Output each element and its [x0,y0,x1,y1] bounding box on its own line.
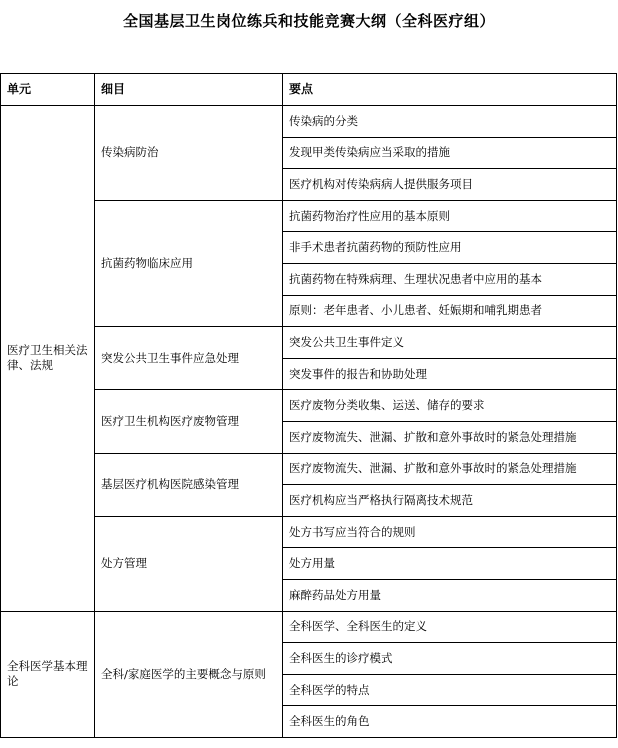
point-cell: 突发公共卫生事件定义 [283,327,617,359]
point-cell: 抗菌药物在特殊病理、生理状况患者中应用的基本 [283,263,617,295]
point-cell: 医疗机构对传染病病人提供服务项目 [283,169,617,201]
point-cell: 抗菌药物治疗性应用的基本原则 [283,200,617,232]
point-cell: 传染病的分类 [283,106,617,138]
subitem-cell: 基层医疗机构医院感染管理 [95,453,283,516]
point-cell: 全科医生的角色 [283,706,617,738]
page-title: 全国基层卫生岗位练兵和技能竞赛大纲（全科医疗组） [122,12,495,30]
point-cell: 非手术患者抗菌药物的预防性应用 [283,232,617,264]
subitem-cell: 处方管理 [95,516,283,611]
table-row [1,611,617,643]
point-cell: 全科医学、全科医生的定义 [283,611,617,643]
point-cell: 全科医学的特点 [283,674,617,706]
subitem-cell: 突发公共卫生事件应急处理 [95,327,283,390]
header-unit: 单元 [1,74,95,106]
point-cell: 医疗废物流失、泄漏、扩散和意外事故时的紧急处理措施 [283,453,617,485]
header-row [1,74,617,106]
point-cell: 全科医生的诊疗模式 [283,643,617,675]
point-cell: 突发事件的报告和协助处理 [283,358,617,390]
table-row [1,106,617,138]
point-cell: 发现甲类传染病应当采取的措施 [283,137,617,169]
outline-table [0,73,617,738]
point-cell: 医疗废物分类收集、运送、储存的要求 [283,390,617,422]
point-cell: 麻醉药品处方用量 [283,579,617,611]
point-cell: 处方书写应当符合的规则 [283,516,617,548]
subitem-cell: 抗菌药物临床应用 [95,200,283,326]
subitem-cell: 全科/家庭医学的主要概念与原则 [95,611,283,737]
point-cell: 原则：老年患者、小儿患者、妊娠期和哺乳期患者 [283,295,617,327]
point-cell: 医疗机构应当严格执行隔离技术规范 [283,485,617,517]
unit-cell-laws: 医疗卫生相关法律、法规 [1,106,95,612]
point-cell: 处方用量 [283,548,617,580]
subitem-cell: 传染病防治 [95,106,283,201]
unit-cell-theory: 全科医学基本理论 [1,611,95,737]
subitem-cell: 医疗卫生机构医疗废物管理 [95,390,283,453]
header-point: 要点 [283,74,617,106]
point-cell: 医疗废物流失、泄漏、扩散和意外事故时的紧急处理措施 [283,421,617,453]
header-subitem: 细目 [95,74,283,106]
